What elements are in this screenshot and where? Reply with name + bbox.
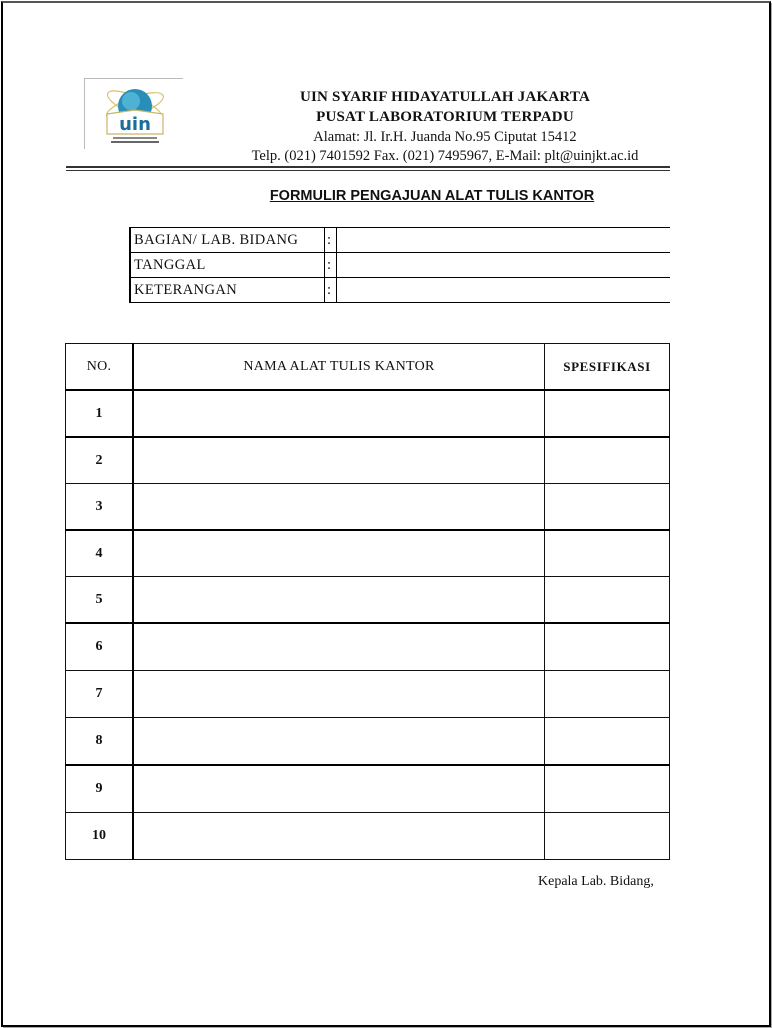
item-spec-cell[interactable]: [545, 718, 670, 766]
item-name-cell[interactable]: [133, 390, 545, 437]
field-separator: :: [325, 278, 337, 303]
row-number: 1: [66, 390, 134, 437]
table-row: [66, 577, 670, 624]
item-spec-cell[interactable]: [545, 813, 670, 860]
row-number: 4: [66, 530, 134, 577]
info-row-notes: [130, 278, 670, 303]
item-spec-cell[interactable]: [545, 577, 670, 624]
header-divider-thin: [66, 170, 670, 171]
item-name-cell[interactable]: [133, 484, 545, 531]
item-spec-cell[interactable]: [545, 765, 670, 813]
table-row: [66, 813, 670, 860]
item-name-cell[interactable]: [133, 813, 545, 860]
field-label: KETERANGAN: [130, 278, 325, 303]
date-field[interactable]: [337, 253, 671, 278]
item-name-cell[interactable]: [133, 718, 545, 766]
item-name-cell[interactable]: [133, 577, 545, 624]
table-row: [66, 623, 670, 671]
info-row-department: [130, 228, 670, 253]
field-separator: :: [325, 253, 337, 278]
row-number: 2: [66, 437, 134, 484]
signature-label: Kepala Lab. Bidang,: [538, 874, 654, 889]
item-spec-cell[interactable]: [545, 437, 670, 484]
item-spec-cell[interactable]: [545, 484, 670, 531]
row-number: 10: [66, 813, 134, 860]
svg-text:uin: uin: [119, 114, 151, 135]
column-header-name: NAMA ALAT TULIS KANTOR: [133, 344, 545, 391]
form-title: FORMULIR PENGAJUAN ALAT TULIS KANTOR: [269, 188, 595, 204]
row-number: 6: [66, 623, 134, 671]
column-header-spec: SPESIFIKASI: [545, 344, 670, 391]
table-row: [66, 765, 670, 813]
row-number: 7: [66, 671, 134, 718]
info-fields-table: [129, 227, 670, 303]
office-supplies-table: [65, 343, 670, 860]
field-label: TANGGAL: [130, 253, 325, 278]
item-name-cell[interactable]: [133, 623, 545, 671]
item-name-cell[interactable]: [133, 437, 545, 484]
field-separator: :: [325, 228, 337, 253]
item-spec-cell[interactable]: [545, 671, 670, 718]
table-row: [66, 390, 670, 437]
table-row: [66, 484, 670, 531]
notes-field[interactable]: [337, 278, 671, 303]
contact-line: Telp. (021) 7401592 Fax. (021) 7495967, E-Mail: plt@uinjkt.ac.id: [251, 148, 639, 164]
column-header-no: NO.: [66, 344, 134, 391]
department-name: PUSAT LABORATORIUM TERPADU: [316, 109, 574, 125]
item-spec-cell[interactable]: [545, 530, 670, 577]
row-number: 3: [66, 484, 134, 531]
address-line: Alamat: Jl. Ir.H. Juanda No.95 Ciputat 15412: [313, 129, 577, 145]
table-row: [66, 718, 670, 766]
institution-name: UIN SYARIF HIDAYATULLAH JAKARTA: [299, 89, 591, 105]
item-spec-cell[interactable]: [545, 623, 670, 671]
table-row: [66, 530, 670, 577]
department-field[interactable]: [337, 228, 671, 253]
table-header-row: [66, 344, 670, 391]
item-name-cell[interactable]: [133, 530, 545, 577]
header-divider-thick: [66, 166, 670, 168]
item-name-cell[interactable]: [133, 671, 545, 718]
row-number: 9: [66, 765, 134, 813]
field-label: BAGIAN/ LAB. BIDANG: [130, 228, 325, 253]
table-row: [66, 671, 670, 718]
uin-logo-icon: [101, 84, 169, 146]
item-name-cell[interactable]: [133, 765, 545, 813]
info-row-date: [130, 253, 670, 278]
table-row: [66, 437, 670, 484]
row-number: 8: [66, 718, 134, 766]
row-number: 5: [66, 577, 134, 624]
item-spec-cell[interactable]: [545, 390, 670, 437]
